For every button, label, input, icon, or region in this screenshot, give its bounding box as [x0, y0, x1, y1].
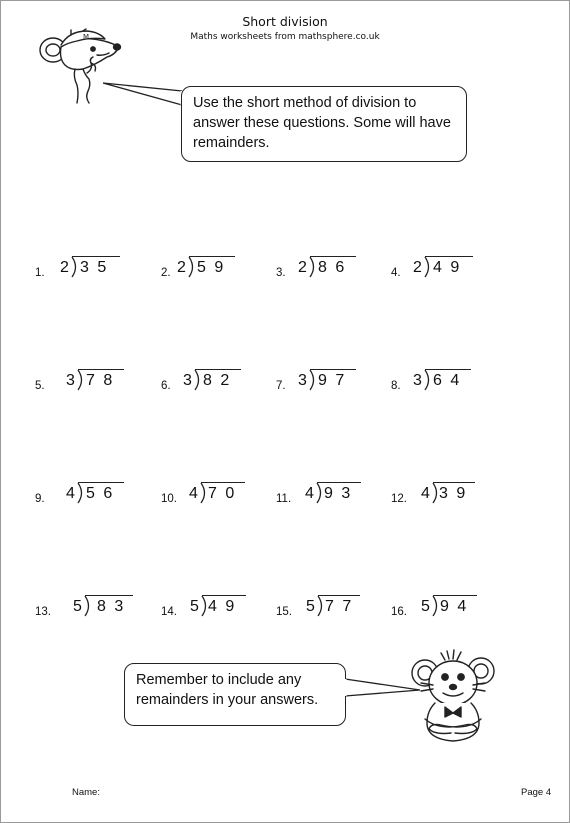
problem-number: 11.: [276, 493, 292, 505]
division-bracket-icon: [188, 256, 197, 278]
division-bracket-icon: [424, 256, 433, 278]
problem-number: 15.: [276, 606, 292, 618]
problem-divisor: 5: [306, 598, 315, 615]
problem-dividend: 5 6: [86, 485, 115, 502]
problem-number: 12.: [391, 493, 407, 505]
instructions-bubble: [181, 86, 467, 162]
problem-number: 9.: [35, 493, 45, 505]
instruction-line: answer these questions. Some will have: [193, 115, 451, 131]
division-bracket-icon: [309, 256, 318, 278]
problem-divisor: 4: [421, 485, 430, 502]
division-vinculum: [425, 256, 473, 257]
division-bracket-icon: [77, 482, 86, 504]
problem-dividend: 9 7: [318, 372, 347, 389]
problem-divisor: 2: [298, 259, 307, 276]
problem-dividend: 4 9: [208, 598, 237, 615]
division-vinculum: [85, 595, 133, 596]
division-vinculum: [433, 595, 477, 596]
problem-divisor: 4: [189, 485, 198, 502]
problem-dividend: 8 3: [97, 598, 126, 615]
division-vinculum: [318, 595, 360, 596]
division-vinculum: [425, 369, 471, 370]
problem-divisor: 3: [413, 372, 422, 389]
problem-divisor: 2: [413, 259, 422, 276]
problem-dividend: 7 0: [208, 485, 237, 502]
division-bracket-icon: [194, 369, 203, 391]
problem-dividend: 8 6: [318, 259, 347, 276]
problem-divisor: 5: [421, 598, 430, 615]
division-bracket-icon: [309, 369, 318, 391]
problem-number: 3.: [276, 267, 286, 279]
problem-dividend: 9 4: [440, 598, 469, 615]
division-vinculum: [202, 595, 246, 596]
division-bracket-icon: [424, 369, 433, 391]
division-vinculum: [317, 482, 361, 483]
problem-number: 8.: [391, 380, 401, 392]
problem-number: 5.: [35, 380, 45, 392]
problem-divisor: 5: [73, 598, 82, 615]
reminder-line: Remember to include any: [136, 672, 302, 688]
division-vinculum: [189, 256, 235, 257]
problem-divisor: 2: [60, 259, 69, 276]
problem-divisor: 2: [177, 259, 186, 276]
division-vinculum: [78, 369, 124, 370]
division-vinculum: [201, 482, 245, 483]
division-vinculum: [310, 369, 356, 370]
problem-number: 4.: [391, 267, 401, 279]
page-title: Short division: [242, 14, 328, 29]
problem-number: 16.: [391, 606, 407, 618]
division-vinculum: [310, 256, 356, 257]
instruction-line: remainders.: [193, 135, 270, 151]
reminder-line: remainders in your answers.: [136, 692, 319, 708]
problem-number: 2.: [161, 267, 171, 279]
division-vinculum: [78, 482, 124, 483]
problem-dividend: 3 5: [80, 259, 109, 276]
problem-divisor: 3: [298, 372, 307, 389]
problem-dividend: 7 7: [325, 598, 354, 615]
problem-number: 1.: [35, 267, 45, 279]
instruction-line: Use the short method of division to: [193, 95, 417, 111]
svg-text:M: M: [83, 33, 90, 41]
reminder-bubble: [124, 663, 346, 726]
name-label: Name:: [72, 787, 100, 798]
division-bracket-icon: [77, 369, 86, 391]
page-subtitle: Maths worksheets from mathsphere.co.uk: [190, 32, 380, 42]
problem-dividend: 3 9: [439, 485, 468, 502]
mouse-arms-folded-icon: [405, 649, 501, 745]
problem-number: 7.: [276, 380, 286, 392]
problem-divisor: 3: [66, 372, 75, 389]
problem-dividend: 7 8: [86, 372, 115, 389]
problem-divisor: 5: [190, 598, 199, 615]
problem-number: 6.: [161, 380, 171, 392]
problem-divisor: 3: [183, 372, 192, 389]
problem-divisor: 4: [305, 485, 314, 502]
problem-dividend: 6 4: [433, 372, 462, 389]
problem-dividend: 5 9: [197, 259, 226, 276]
problem-number: 13.: [35, 606, 51, 618]
problem-dividend: 4 9: [433, 259, 462, 276]
problem-dividend: 9 3: [324, 485, 353, 502]
problem-number: 14.: [161, 606, 177, 618]
speech-bubble-tail: [101, 81, 191, 121]
problem-number: 10.: [161, 493, 177, 505]
division-vinculum: [195, 369, 241, 370]
division-bracket-icon: [71, 256, 80, 278]
division-bracket-icon: [84, 595, 93, 617]
page-number: Page 4: [521, 787, 552, 798]
division-vinculum: [72, 256, 120, 257]
problem-divisor: 4: [66, 485, 75, 502]
problem-dividend: 8 2: [203, 372, 232, 389]
division-vinculum: [433, 482, 475, 483]
